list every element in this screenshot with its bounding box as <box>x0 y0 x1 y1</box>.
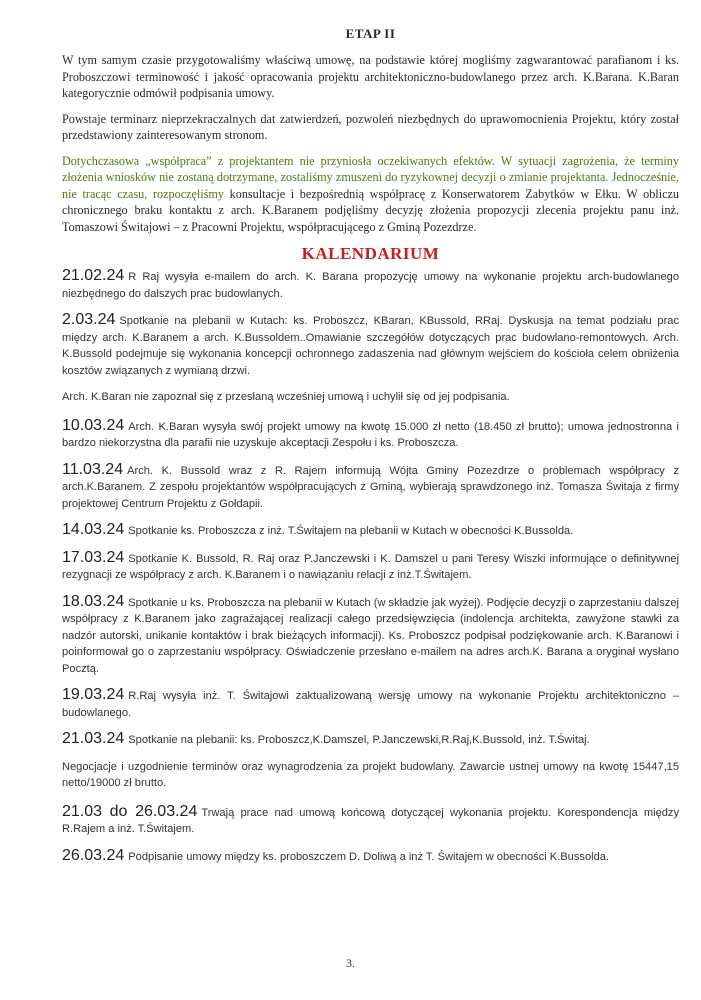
calendar-entry <box>62 418 679 452</box>
highlighted-text: Dotychczasowa „współpraca” z projektantem nie przyniosła oczekiwanych efektów. W sytuacji zagrożenia, że terminy złożenia wniosków nie zostaną dotrzymane, zostaliśmy zmuszeni do ryzykownej decyzji o zmianie projektanta. Jednocześnie, nie tracąc czasu, rozpoczęliśmy <box>62 153 679 201</box>
calendar-entry <box>62 312 679 379</box>
entry-date: 14.03.24 <box>62 521 125 538</box>
etap-paragraph-1: W tym samym czasie przygotowaliśmy właściwą umowę, na podstawie której mogliśmy zagwarantować parafianom i ks. Proboszczowi terminowość i jakość opracowania projektu architektoniczno-budowlanego przez arch. K.Barana. K.Baran kategorycznie odmówił podpisania umowy. <box>62 53 679 100</box>
calendar-note: Arch. K.Baran nie zapoznał się z przesłaną wcześniej umową i uchylił się od jej podpisania. <box>62 391 510 403</box>
kalendarium-heading: KALENDARIUM <box>301 244 440 263</box>
entry-date: 21.02.24 <box>62 267 125 284</box>
calendar-entry <box>62 848 679 866</box>
entry-date: 10.03.24 <box>62 416 125 434</box>
page-number: 3. <box>346 956 355 970</box>
entry-date: 2.03.24 <box>62 311 116 328</box>
entry-text: R.Raj wysyła inż. T. Świtajowi zaktualizowaną wersję umowy na wykonanie Projektu architektoniczno – budowlanego. <box>62 690 679 719</box>
entry-date: 21.03 do 26.03.24 <box>62 802 198 820</box>
calendar-entry <box>62 268 679 302</box>
entry-text: R Raj wysyła e-mailem do arch. K. Barana propozycję umowy na wykonanie projektu arch-budowlanego niezbędnego do dalszych prac budowlanych. <box>62 271 679 300</box>
etap-paragraph-2: Powstaje terminarz nieprzekraczalnych dat zatwierdzeń, pozwoleń niezbędnych do uprawomocnienia Projektu, który został przedstawiony zainteresowanym stronom. <box>62 111 679 142</box>
calendar-entry <box>62 522 679 540</box>
entry-date: 17.03.24 <box>62 548 125 566</box>
calendar-entry <box>62 550 679 584</box>
calendar-entry <box>62 687 679 721</box>
etap-heading: ETAP II <box>345 26 396 41</box>
entry-text: Spotkanie na plebanii w Kutach: ks. Proboszcz, KBaran, KBussold, RRaj. Dyskusja na temat podziału prac między arch. K.Baranem a arch. K.Bussoldem..Omawianie szczegółów dotyczących prac budowlano-remontowych. Arch. K.Bussold podejmuje się wykonania koncepcji ochronnego zadaszenia nad głównym wejściem do kościoła celem obniżenia kosztów związanych z wymianą drzwi. <box>62 315 679 377</box>
calendar-entry <box>62 462 679 513</box>
entry-text: Spotkanie na plebanii: ks. Proboszcz,K.Damszel, P.Janczewski,R.Raj,K.Bussold, inż. T.Świtaj. <box>128 734 590 746</box>
entry-text: Spotkanie K. Bussold, R. Raj oraz P.Janczewski i K. Damszel u pani Teresy Wiszki informujące o definitywnej rezygnacji ze współpracy z arch. K.Baranem i o nawiązaniu relacji z inż.T.Świtajem. <box>62 552 679 581</box>
entry-text: Trwają prace nad umową końcową dotyczącej wykonania projektu. Korespondencja między R.Rajem a inż. T.Świtajem. <box>62 806 680 835</box>
entry-date: 26.03.24 <box>62 846 125 864</box>
entry-date: 18.03.24 <box>62 592 125 610</box>
entry-date: 21.03.24 <box>62 730 125 747</box>
paragraph-text: konsultacje i bezpośrednią współpracę z Konserwatorem Zabytków w Ełku. W obliczu chronicznego braku kontaktu z arch. K.Baranem podjęliśmy decyzję złożenia propozycji zlecenia projektu panu inż. Tomaszowi Świtajowi – z Pracowni Projektu, współpracującego z Gminą Pozezdrze. <box>62 186 679 234</box>
calendar-entry <box>62 594 679 678</box>
entry-text: Spotkanie ks. Proboszcza z inż. T.Świtajem na plebanii w Kutach w obecności K.Bussolda. <box>128 525 574 537</box>
entry-date: 19.03.24 <box>62 686 125 703</box>
entry-text: Arch. K. Bussold wraz z R. Rajem informują Wójta Gminy Pozezdrze o problemach współpracy z arch.K.Baranem. Z zespołu projektantów współpracujących z Gminą, wybierają sprawdzonego inż. Tomasza Świtaja z firmy projektowej Centrum Projektu z Gołdapii. <box>62 464 679 510</box>
entry-text: Spotkanie u ks. Proboszcza na plebanii w Kutach (w składzie jak wyżej). Podjęcie decyzji o zaprzestaniu dalszej współpracy z K.Baranem jako zagrażającej realizacji całego przedsięwzięcia (indolencja architekta, zawyżone stawki za nadzór autorski, unikanie kontaktów i brak bieżących informacji). Ks. Proboszcz podpisał podziękowanie arch. K.Baranowi i poinformował go o zaprzestaniu współpracy. Oświadczenie przesłano e-mailem na adres arch.K. Barana a oryginał wysłano Pocztą. <box>62 596 679 675</box>
entry-text: Podpisanie umowy między ks. proboszczem D. Doliwą a inż T. Świtajem w obecności K.Bussolda. <box>128 850 610 863</box>
etap-paragraph-3 <box>62 153 679 236</box>
calendar-entry <box>62 804 679 838</box>
entry-date: 11.03.24 <box>62 460 124 478</box>
calendar-note: Negocjacje i uzgodnienie terminów oraz wynagrodzenia za projekt budowlany. Zawarcie ustnej umowy na kwotę 15447,15 netto/19000 zł brutto. <box>62 760 679 789</box>
calendar-entry <box>62 731 679 749</box>
entry-text: Arch. K.Baran wysyła swój projekt umowy na kwotę 15.000 zł netto (18.450 zł brutto); umowa jednostronna i bardzo niekorzystna dla parafii nie uzyskuje akceptacji Zespołu i ks. Proboszcza. <box>62 420 679 449</box>
